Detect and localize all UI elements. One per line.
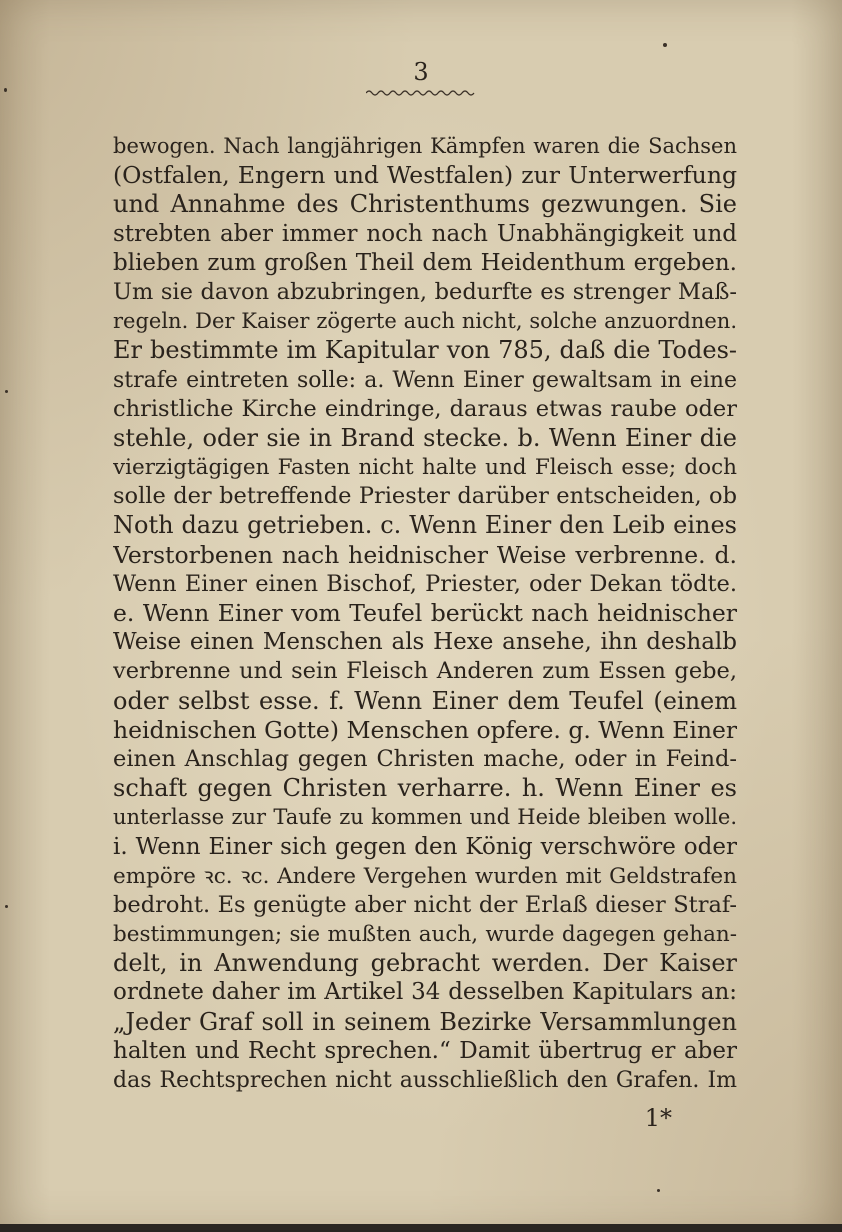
text-line: „Jeder Graf soll in seinem Bezirke Versammlungen — [113, 1007, 737, 1036]
text-line: strafe eintreten solle: a. Wenn Einer gewaltsam in eine — [113, 367, 737, 393]
text-line: regeln. Der Kaiser zögerte auch nicht, solche anzuordnen. — [113, 309, 737, 334]
text-line: blieben zum großen Theil dem Heidenthum ergeben. — [113, 249, 737, 276]
page-number: 3 — [413, 58, 429, 86]
text-line: Wenn Einer einen Bischof, Priester, oder Dekan tödte. — [113, 570, 737, 597]
text-line: Verstorbenen nach heidnischer Weise verbrenne. d. — [113, 540, 737, 569]
page-edge — [0, 1224, 842, 1232]
paper-speck — [663, 43, 667, 47]
text-line: Um sie davon abzubringen, bedurfte es strenger Maß- — [113, 278, 737, 305]
text-line: Noth dazu getrieben. c. Wenn Einer den Leib eines — [113, 511, 737, 540]
text-line: einen Anschlag gegen Christen mache, oder in Feind- — [113, 745, 737, 772]
text-line: christliche Kirche eindringe, daraus etwas raube oder — [113, 395, 737, 422]
text-line: halten und Recht sprechen.“ Damit übertrug er aber — [113, 1037, 737, 1064]
text-line: verbrenne und sein Fleisch Anderen zum Essen gebe, — [113, 658, 737, 685]
signature-mark: 1* — [644, 1104, 672, 1132]
paper-speck — [5, 905, 8, 908]
text-line: Weise einen Menschen als Hexe ansehe, ihn deshalb — [113, 629, 737, 656]
text-line: heidnischen Gotte) Menschen opfere. g. Wenn Einer — [113, 715, 737, 744]
text-line: strebten aber immer noch nach Unabhängigkeit und — [113, 220, 737, 247]
text-line: bestimmungen; sie mußten auch, wurde dagegen gehan- — [113, 922, 737, 948]
text-line: vierzigtägigen Fasten nicht halte und Fleisch esse; doch — [113, 455, 737, 481]
text-line: empöre ꝛc. ꝛc. Andere Vergehen wurden mit Geldstrafen — [113, 863, 737, 889]
text-line: bewogen. Nach langjährigen Kämpfen waren die Sachsen — [113, 134, 737, 158]
text-line: i. Wenn Einer sich gegen den König verschwöre oder — [113, 833, 737, 860]
text-line: schaft gegen Christen verharre. h. Wenn Einer es — [113, 774, 737, 803]
body-text — [113, 132, 737, 1095]
text-line: (Ostfalen, Engern und Westfalen) zur Unterwerfung — [113, 161, 737, 190]
header-ornament-rule — [366, 88, 476, 98]
paper-speck — [657, 1189, 660, 1192]
paper-speck — [5, 390, 8, 393]
paper-speck — [4, 88, 7, 92]
text-line: unterlasse zur Taufe zu kommen und Heide bleiben wolle. — [113, 805, 737, 830]
text-line: stehle, oder sie in Brand stecke. b. Wenn Einer die — [113, 423, 737, 452]
text-line: oder selbst esse. f. Wenn Einer dem Teufel (einem — [113, 686, 737, 715]
text-line: e. Wenn Einer vom Teufel berückt nach heidnischer — [113, 599, 737, 627]
text-line: delt, in Anwendung gebracht werden. Der Kaiser — [113, 949, 737, 978]
text-line: Er bestimmte im Kapitular von 785, daß die Todes- — [113, 336, 737, 365]
text-line: bedroht. Es genügte aber nicht der Erlaß dieser Straf- — [113, 891, 737, 918]
text-line: solle der betreffende Priester darüber entscheiden, ob — [113, 483, 737, 510]
text-line: das Rechtsprechen nicht ausschließlich den Grafen. Im — [113, 1068, 737, 1093]
text-line: ordnete daher im Artikel 34 desselben Kapitulars an: — [113, 979, 737, 1006]
text-line: und Annahme des Christenthums gezwungen. Sie — [113, 190, 737, 219]
